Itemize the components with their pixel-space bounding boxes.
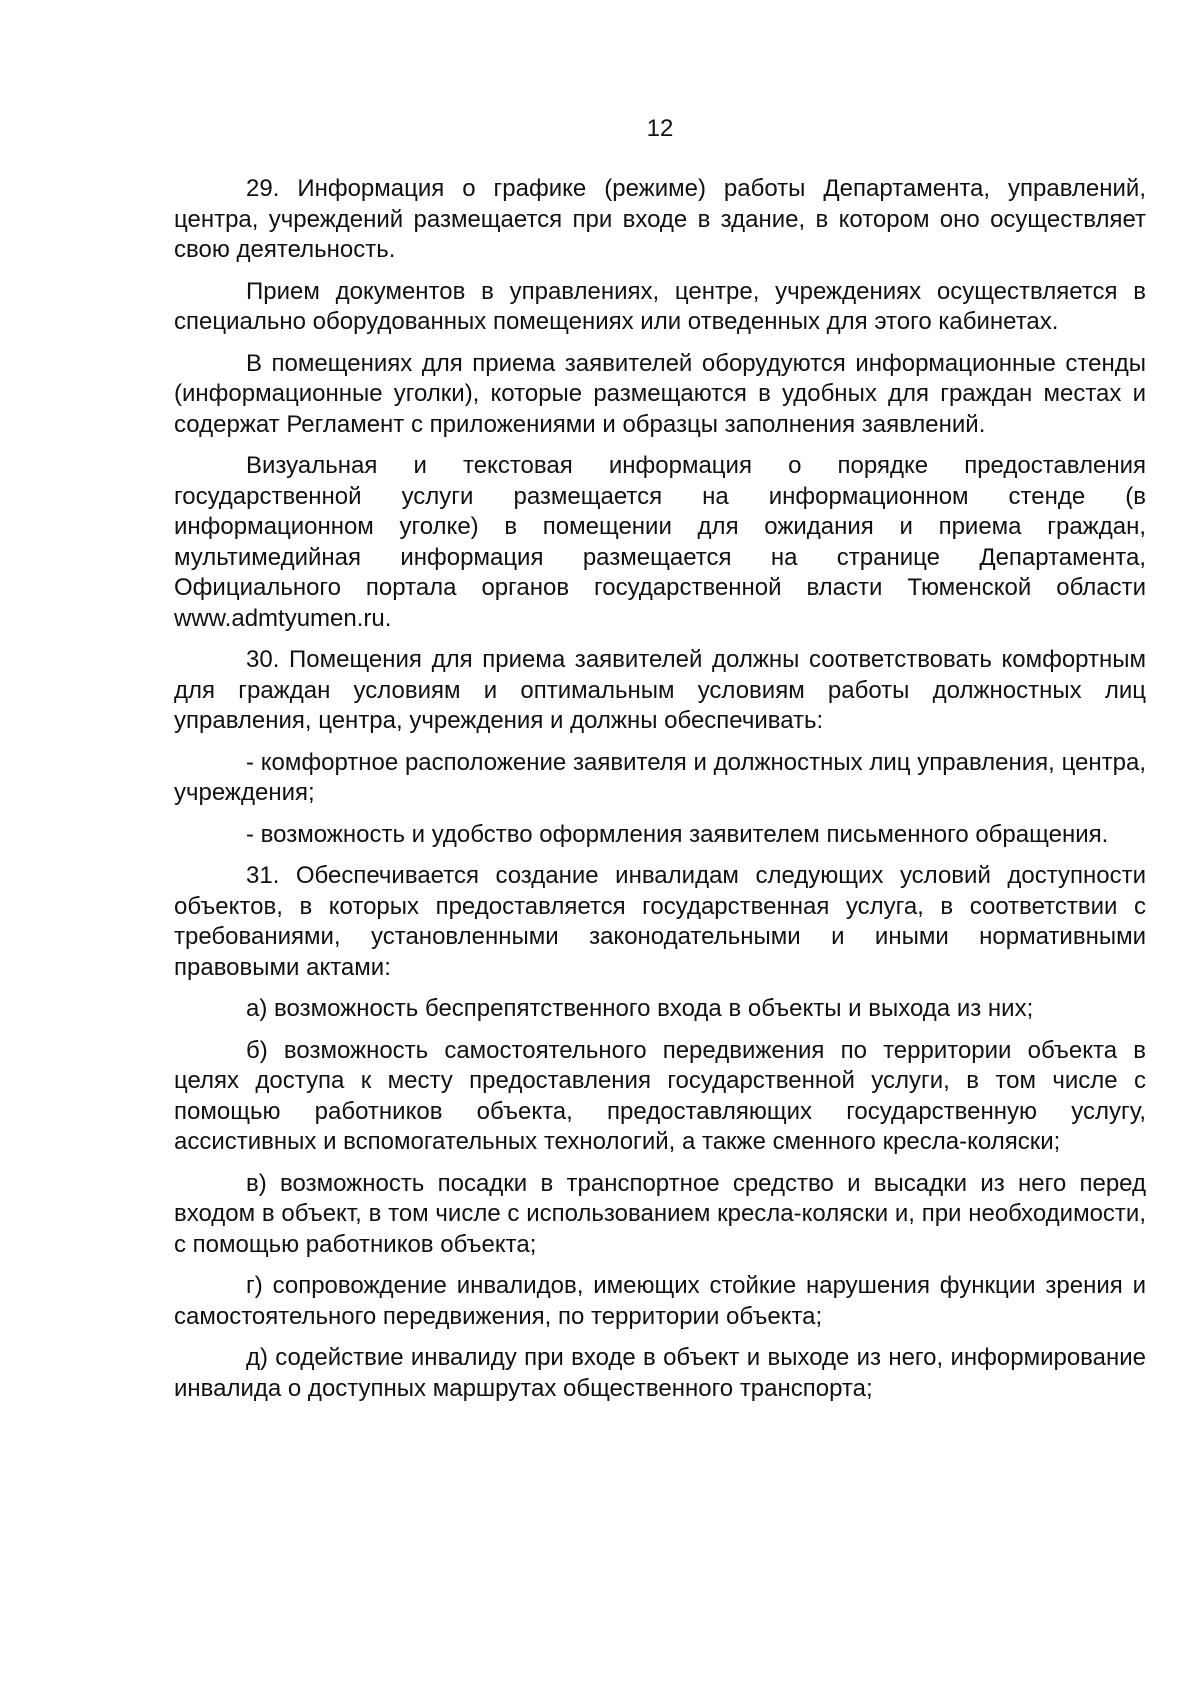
list-item-d: д) содействие инвалиду при входе в объект и выходе из него, информирование инвалида о доступных маршрутах общественного транспорта;	[174, 1344, 1146, 1402]
document-body	[174, 174, 1146, 1415]
list-item-b: б) возможность самостоятельного передвижения по территории объекта в целях доступа к месту предоставления государственной услуги, в том числе с помощью работников объекта, предоставляющих государственную услугу, ассистивных и вспомогательных технологий, а также сменного кресла-коляски;	[174, 1036, 1146, 1155]
paragraph-visual-information: Визуальная и текстовая информация о порядке предоставления государственной услуги размещается на информационном стенде (в информационном уголке) в помещении для ожидания и приема граждан, мультимедийная информация размещается на странице Департамента, Официального портала органов государственной власти Тюменской области www.admtyumen.ru.	[174, 452, 1146, 632]
list-item-written-appeal: - возможность и удобство оформления заявителем письменного обращения.	[246, 820, 1109, 848]
paragraph-31: 31. Обеспечивается создание инвалидам следующих условий доступности объектов, в которых предоставляется государственная услуга, в соответствии с требованиями, установленными законодательными и иными нормативными правовыми актами:	[174, 862, 1146, 981]
list-item-comfortable-placement: - комфортное расположение заявителя и должностных лиц управления, центра, учреждения;	[174, 748, 1146, 806]
list-item-a: а) возможность беспрепятственного входа в объекты и выхода из них;	[246, 995, 1034, 1022]
list-item-v: в) возможность посадки в транспортное средство и высадки из него перед входом в объект, в том числе с использованием кресла-коляски и, при необходимости, с помощью работников объекта;	[174, 1169, 1146, 1258]
paragraph-29: 29. Информация о графике (режиме) работы Департамента, управлений, центра, учреждений размещается при входе в здание, в котором оно осуществляет свою деятельность.	[174, 175, 1146, 263]
paragraph-document-reception: Прием документов в управлениях, центре, учреждениях осуществляется в специально оборудованных помещениях или отведенных для этого кабинетах.	[174, 277, 1146, 335]
page-number: 12	[646, 115, 674, 142]
paragraph-information-stands: В помещениях для приема заявителей оборудуются информационные стенды (информационные уголки), которые размещаются в удобных для граждан местах и содержат Регламент с приложениями и образцы заполнения заявлений.	[174, 349, 1146, 438]
list-item-g: г) сопровождение инвалидов, имеющих стойкие нарушения функции зрения и самостоятельного передвижения, по территории объекта;	[174, 1272, 1146, 1330]
paragraph-30: 30. Помещения для приема заявителей должны соответствовать комфортным для граждан условиям и оптимальным условиям работы должностных лиц управления, центра, учреждения и должны обеспечивать:	[174, 646, 1146, 734]
